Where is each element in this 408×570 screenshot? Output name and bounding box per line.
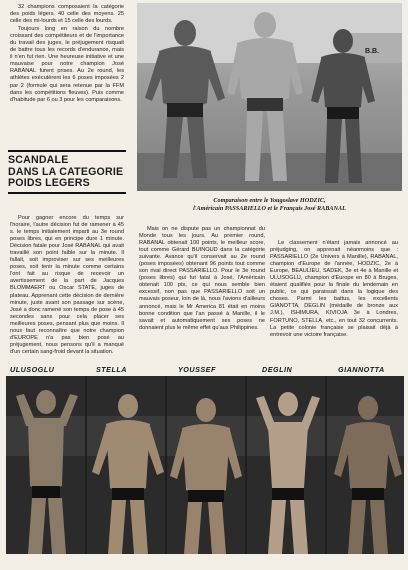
heading-line: SCANDALE: [8, 154, 69, 166]
right-column: [270, 240, 398, 339]
athlete-name: STELLA: [96, 365, 127, 374]
left-column-top: [10, 4, 124, 104]
heading-line: POIDS LEGERS: [8, 177, 90, 189]
paragraph: Toujours long en raison du nombre croissant des compétiteurs et de l'importance du travail des juges, le préjugement risquait de battre tous les records d'endurance, mais il n'en fut rien. Une heureuse initiative et une mauvaise pour notre champion José RABANAL furent prises. Au 2e round, les athlètes exécutèrent les 6 poses imposées 2 par 2 (formule qui sera retenue par la FFM dans les compétitions fleuves). Puis comme d'habitude par 6 ou 3 pour les comparaisons.: [10, 26, 124, 103]
photo-caption: [137, 197, 402, 213]
athlete-name: YOUSSEF: [178, 365, 216, 374]
top-photo: [137, 3, 402, 191]
caption-line: l'Américain PASSARIELLO et le Français José RABANAL: [193, 205, 346, 212]
athletes-lineup-image: [6, 376, 404, 554]
athlete-name: ULUSOGLU: [10, 365, 55, 374]
bottom-photo-strip: [6, 376, 404, 554]
paragraph: Mais on ne dispute pas un championnat du Monde tous les jours. Au premier round, RABANAL obtenait 100 points, le meilleur score, tout comme Gérard BUINOUD dans la catégorie suivante. Avance qu'il conservait au 2e round (poses imposées) obtenant 96 points tout comme son rival direct PASSARIELLO. Pour le 3e round (poses libres) qui fut fatal à José, l'Américain obtenait 100 pts, ce qui nous semble bien excessif, non pas que PASSARIELLO soit un mauvais poseur, loin de là, nous l'avions d'ailleurs annoncé, mais le Mr America 81 était en moins bonne condition que l'an passé à Manille, il le savait et automatiquement ses poses ne donnaient plus le même effet qu'aux Philippines.: [139, 226, 265, 331]
middle-column: [139, 226, 265, 332]
section-heading: [8, 150, 126, 194]
paragraph: 32 champions composaient la catégorie des poids légers. 40 celle des moyens. 25 celle des mi-lourds et 15 celle des lourds.: [10, 4, 124, 25]
bb-sign: B.B.: [365, 48, 379, 55]
caption-line: Comparaison entre le Yougoslave HODZIC,: [213, 197, 326, 204]
athlete-name: GIANNOTTA: [338, 365, 385, 374]
athlete-name: DEGLIN: [262, 365, 293, 374]
bodybuilders-comparison-image: [137, 3, 402, 191]
paragraph: Pour gagner encore du temps sur l'horaire, l'autre décision fut de ramener à 45 s. le temps initialement imparti au 3e round poses libres, qui en principe dure 1 minute. Décision fatale pour José RABANAL qui avait travaillé son point faible sur la minute. Il fallait, soit improviser sur ses meilleures poses, soit tenir la minute comme certains l'ont fait au risque de recevoir un avertissement de la part de Jacques BLOMMAERT ou Oscar STATE, juges de plateau. Apprenant cette décision de dernière minute, juste avant son passage sur scène, José a donc ramené son temps de pose à 45 secondes sans pour cela placer ses meilleures poses, pensant plus que moins. Il nous faut reconnaître que notre champion d'EUROPE n'a pas bien posé au préjugement, nous pensons qu'il a manqué d'un certain sang-froid devant la situation.: [10, 215, 124, 355]
heading-line: DANS LA CATEGORIE: [8, 165, 124, 178]
paragraph: Le classement n'étant jamais annoncé au préjudging, on apprenait néanmoins que : PASSARIELLO (2e Univers à Manille), RABANAL, champion d'Europe de l'année, HODZIC, 2e à Europe, BEAULIEU, SADEK, 3e et 4e à Manille et ULUSOGLU, champion d'Europe en 80 à Bruges, étaient qualifiés pour la finale du lendemain en public, ce qui paraissait dans la logique des choses. Parmi les battus, les excellents GIANOTTA, DEGLIN (médaille de bronze aux J.M.), ISHIMURA, KIVIOJA 3e à Londres, FORTUNO, STELLA, etc., en tout 32 concurrents. La petite colonie française se plaisait déjà à entrevoir une victoire française.: [270, 240, 398, 338]
left-column-bottom: [10, 215, 124, 356]
